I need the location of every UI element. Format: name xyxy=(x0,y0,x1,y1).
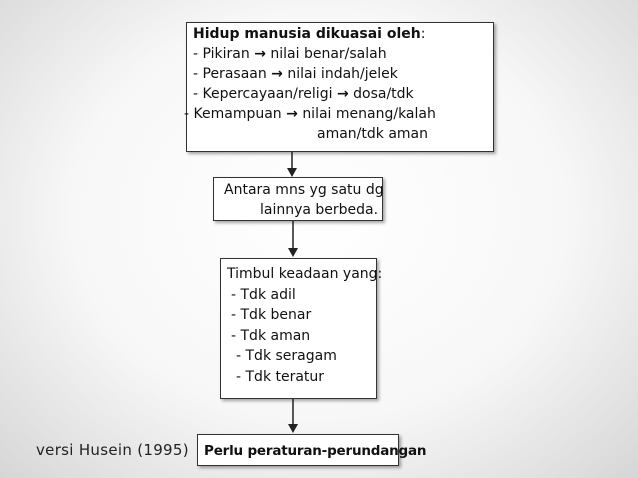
box3-item: - Tdk adil xyxy=(231,286,296,303)
down-arrow-icon xyxy=(286,152,298,178)
box3-item: - Tdk benar xyxy=(231,307,312,323)
box3-title: Timbul keadaan yang: xyxy=(227,266,383,282)
box2-line2: lainnya berbeda. xyxy=(260,202,379,218)
down-arrow-icon xyxy=(287,399,299,434)
down-arrow-icon xyxy=(287,221,299,258)
box1-item-right: nilai benar/salah xyxy=(270,46,387,62)
box-perbedaan xyxy=(213,177,383,221)
box1-item-left: - Kemampuan xyxy=(184,106,282,122)
box1-continuation: aman/tdk aman xyxy=(317,126,428,142)
box4-label: Perlu peraturan-perundangan xyxy=(204,443,427,459)
box3-item: - Tdk teratur xyxy=(236,368,325,385)
box1-item-left: - Kepercayaan/religi xyxy=(193,86,333,102)
box1-title-line xyxy=(193,24,489,44)
box-hidup-manusia xyxy=(186,22,494,152)
right-arrow-icon: → xyxy=(254,46,266,62)
caption-source: versi Husein (1995) xyxy=(36,441,189,459)
box1-item-right: dosa/tdk xyxy=(353,86,414,102)
box1-item-left: - Perasaan xyxy=(193,66,267,82)
box1-title: Hidup manusia dikuasai oleh xyxy=(193,26,421,42)
right-arrow-icon: → xyxy=(286,106,298,122)
box3-item: - Tdk seragam xyxy=(236,348,337,364)
box1-item xyxy=(193,84,489,104)
box1-title-suffix: : xyxy=(420,26,426,42)
box1-item-right: nilai indah/jelek xyxy=(287,66,398,82)
box1-item xyxy=(193,64,489,84)
box-timbul-keadaan xyxy=(220,258,383,399)
box1-item-left: - Pikiran xyxy=(193,46,250,62)
box1-item xyxy=(193,44,489,64)
box1-item xyxy=(184,104,489,124)
right-arrow-icon: → xyxy=(336,86,349,102)
box2-line1: Antara mns yg satu dg xyxy=(224,182,384,198)
box-perlu-peraturan xyxy=(197,434,427,466)
box1-item-right: nilai menang/kalah xyxy=(302,106,436,122)
box3-item: - Tdk aman xyxy=(231,327,311,344)
right-arrow-icon: → xyxy=(271,66,283,82)
